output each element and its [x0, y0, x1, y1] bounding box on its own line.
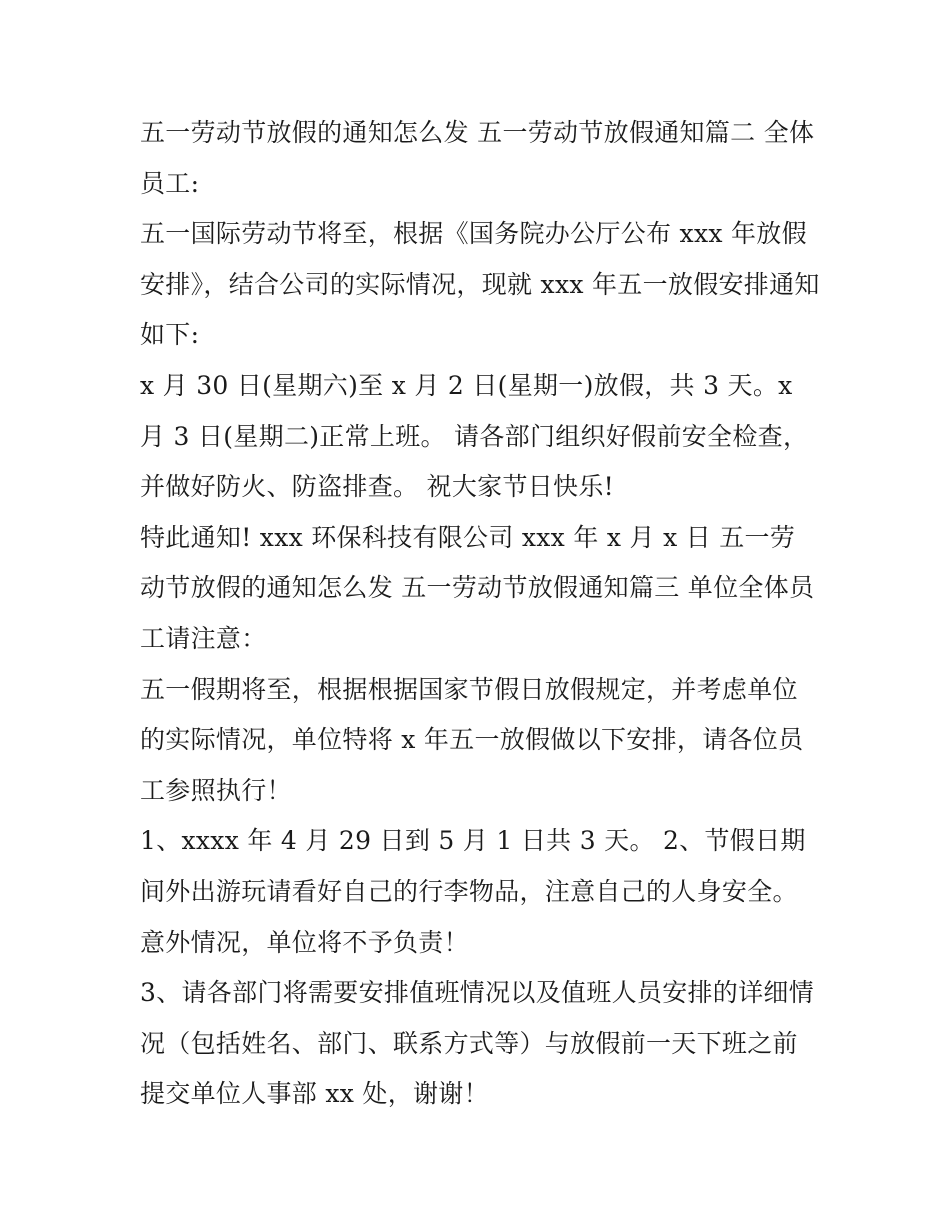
document-body [140, 108, 820, 1120]
paragraph-notice-signoff: 特此通知! xxx 环保科技有限公司 xxx 年 x 月 x 日 五一劳动节放假的通知怎么发 五一劳动节放假通知篇三 单位全体员工请注意： [140, 522, 815, 653]
paragraph-title: 五一劳动节放假的通知怎么发 五一劳动节放假通知篇二 全体员工: [140, 118, 815, 198]
paragraph-holiday-intro: 五一假期将至，根据根据国家节假日放假规定，并考虑单位的实际情况，单位特将 x 年五一放假做以下安排，请各位员工参照执行！ [140, 674, 804, 805]
paragraph-item-3: 3、请各部门将需要安排值班情况以及值班人员安排的详细情况（包括姓名、部门、联系方式等）与放假前一天下班之前提交单位人事部 xx 处，谢谢！ [140, 978, 815, 1109]
paragraph-schedule: x 月 30 日(星期六)至 x 月 2 日(星期一)放假，共 3 天。x 月 3 日(星期二)正常上班。 请各部门组织好假前安全检查，并做好防火、防盗排查。 祝大家节日快乐! [140, 370, 809, 502]
paragraph-intro: 五一国际劳动节将至，根据《国务院办公厅公布 xxx 年放假安排》，结合公司的实际情况，现就 xxx 年五一放假安排通知如下: [140, 219, 820, 350]
paragraph-items-1-2: 1、xxxx 年 4 月 29 日到 5 月 1 日共 3 天。 2、节假日期间外出游玩请看好自己的行李物品，注意自己的人身安全。意外情况，单位将不予负责！ [140, 826, 806, 957]
